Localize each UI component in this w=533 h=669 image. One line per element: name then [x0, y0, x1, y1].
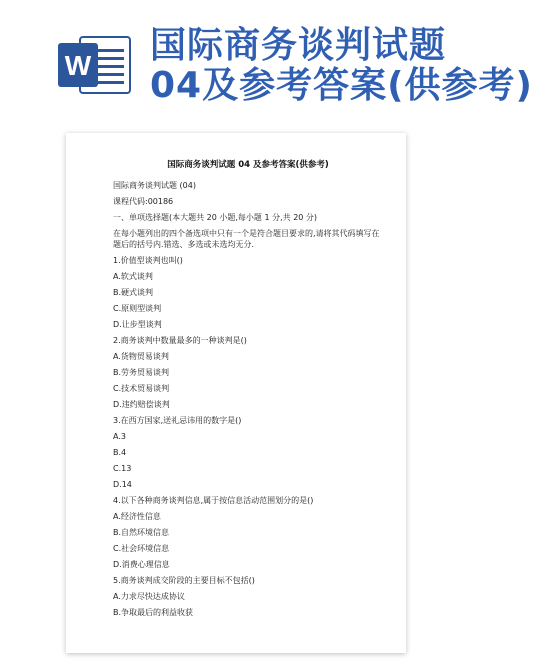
option: A.软式谈判	[113, 272, 153, 281]
option: A.3	[113, 432, 126, 441]
option: C.社会环境信息	[113, 544, 170, 553]
option: A.经济性信息	[113, 512, 161, 521]
option: B.争取最后的利益收获	[113, 608, 194, 617]
option: D.违约赔偿谈判	[113, 400, 170, 409]
option: D.消费心理信息	[113, 560, 170, 569]
banner-title-line2: 04及参考答案(供参考)	[150, 65, 533, 106]
option: B.自然环境信息	[113, 528, 170, 537]
option: C.原则型谈判	[113, 304, 162, 313]
question: 4.以下各种商务谈判信息,属于按信息活动范围划分的是()	[113, 496, 314, 505]
option: B.4	[113, 448, 127, 457]
doc-line: 课程代码:00186	[113, 197, 174, 206]
option: B.硬式谈判	[113, 288, 154, 297]
header-banner	[0, 0, 533, 110]
banner-title-line1: 国际商务谈判试题	[150, 25, 447, 66]
document-body	[113, 160, 383, 623]
question: 3.在西方国家,送礼忌讳用的数字是()	[113, 416, 242, 425]
doc-line: 一、单项选择题(本大题共 20 小题,每小题 1 分,共 20 分)	[113, 213, 318, 222]
banner-title	[150, 25, 533, 106]
option: A.货物贸易谈判	[113, 352, 169, 361]
question: 1.价值型谈判也叫()	[113, 256, 183, 265]
option: C.技术贸易谈判	[113, 384, 170, 393]
option: B.劳务贸易谈判	[113, 368, 170, 377]
question: 2.商务谈判中数量最多的一种谈判是()	[113, 336, 247, 345]
option: D.让步型谈判	[113, 320, 162, 329]
logo-letter: W	[64, 50, 92, 81]
doc-line: 在每小题列出的四个备选项中只有一个是符合题目要求的,请将其代码填写在题后的括号内.错选、多选或未选均无分.	[113, 229, 380, 249]
question: 5.商务谈判成交阶段的主要目标不包括()	[113, 576, 255, 585]
option: A.力求尽快达成协议	[113, 592, 185, 601]
doc-line: 国际商务谈判试题 (04)	[113, 181, 196, 190]
option: D.14	[113, 480, 132, 489]
word-document-icon	[58, 33, 132, 97]
option: C.13	[113, 464, 132, 473]
document-title: 国际商务谈判试题 04 及参考答案(供参考)	[167, 160, 329, 170]
